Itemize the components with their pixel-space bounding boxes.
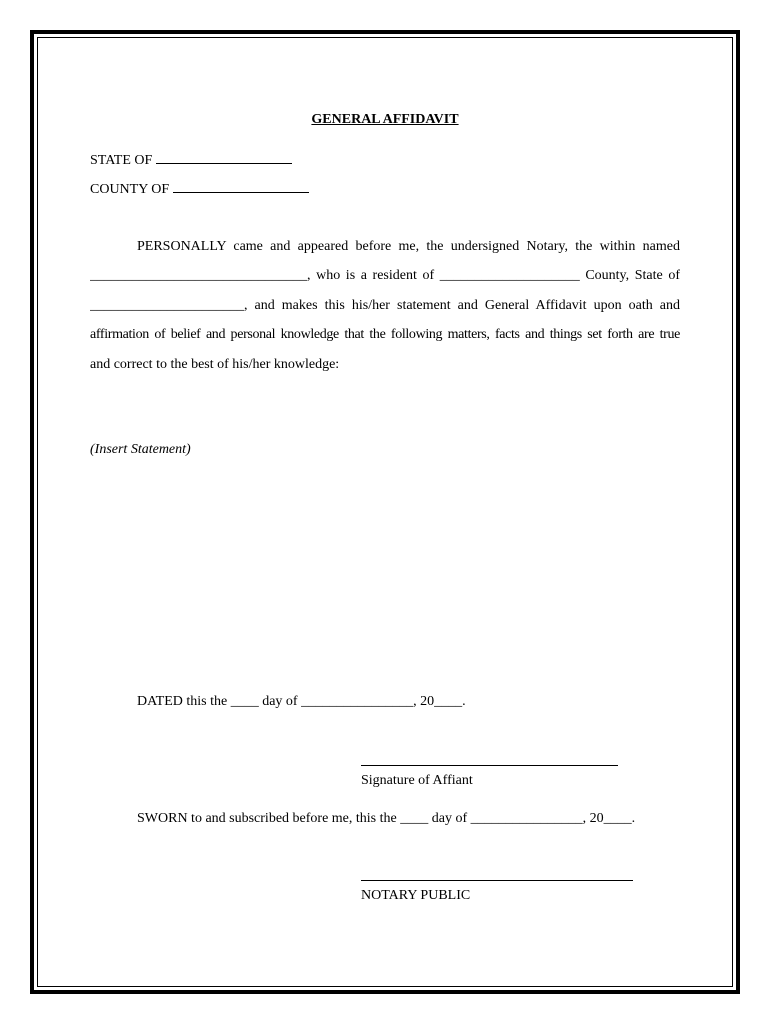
notary-public-label: NOTARY PUBLIC bbox=[361, 888, 471, 903]
notary-signature-line[interactable] bbox=[361, 880, 633, 881]
sworn-line: SWORN to and subscribed before me, this the ____ day of ________________, 20____. bbox=[137, 811, 636, 826]
dated-line: DATED this the ____ day of ________________, 20____. bbox=[137, 694, 466, 709]
affiant-signature-label: Signature of Affiant bbox=[361, 773, 473, 788]
state-field bbox=[90, 150, 292, 170]
affiant-signature-line[interactable] bbox=[361, 765, 618, 766]
county-field bbox=[90, 179, 309, 199]
document-title: GENERAL AFFIDAVIT bbox=[311, 112, 459, 127]
paragraph-line-4: affirmation of belief and personal knowledge that the following matters, facts and things set forth are true bbox=[90, 327, 680, 342]
paragraph-line-3: ______________________, and makes this his/her statement and General Affidavit upon oath and bbox=[90, 298, 680, 313]
insert-statement-placeholder: (Insert Statement) bbox=[90, 442, 191, 457]
paragraph-line-1: PERSONALLY came and appeared before me, the undersigned Notary, the within named bbox=[137, 239, 680, 254]
county-blank[interactable] bbox=[173, 179, 309, 193]
paragraph-line-5: and correct to the best of his/her knowledge: bbox=[90, 357, 340, 372]
county-label: COUNTY OF bbox=[90, 182, 170, 197]
state-label: STATE OF bbox=[90, 153, 153, 168]
paragraph-line-2: _______________________________, who is a resident of ____________________ County, State of bbox=[90, 268, 680, 283]
state-blank[interactable] bbox=[156, 150, 292, 164]
